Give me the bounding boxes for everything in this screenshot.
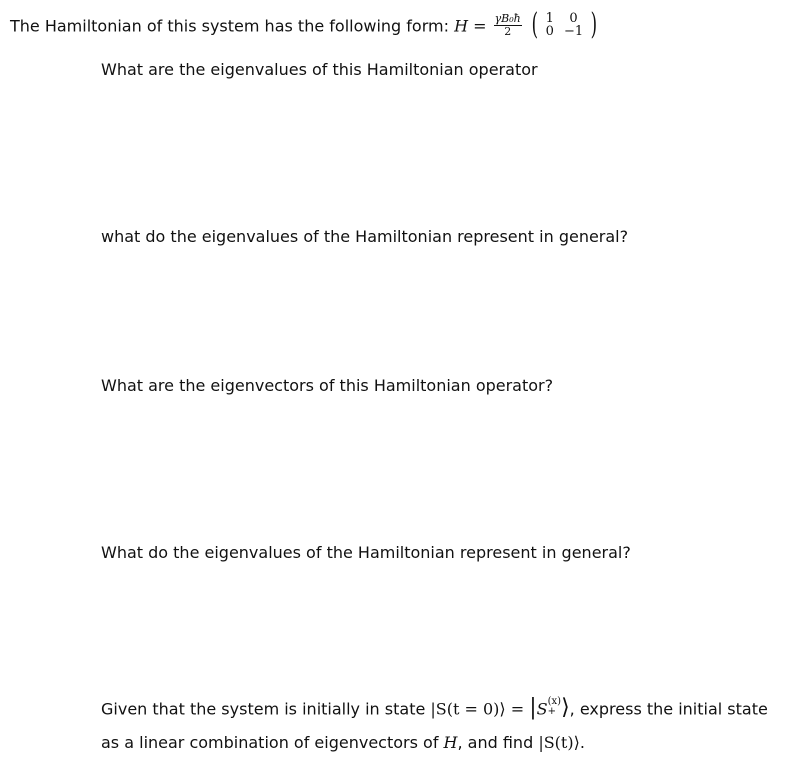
pauli-matrix xyxy=(529,7,600,42)
q5-line2-part1: as a linear combination of eigenvectors of xyxy=(101,733,444,752)
equals-sign: = xyxy=(473,16,487,36)
matrix-entry: 1 xyxy=(545,11,554,26)
hamiltonian-symbol: H xyxy=(454,16,469,36)
matrix-entry: −1 xyxy=(563,24,584,39)
hamiltonian-statement xyxy=(10,7,600,42)
question-eigenvalue-meaning: what do the eigenvalues of the Hamiltonian represent in general? xyxy=(101,227,629,246)
ket-superscript: (x) xyxy=(547,696,562,707)
initial-state-ket: |S(t = 0)⟩ xyxy=(430,699,506,719)
state-ket: |S(t)⟩ xyxy=(538,733,580,752)
matrix-entry: 0 xyxy=(569,11,578,26)
q5-part2: , express the initial state xyxy=(569,699,768,719)
question-eigenvectors: What are the eigenvectors of this Hamiltonian operator? xyxy=(101,376,554,395)
matrix-entry: 0 xyxy=(545,24,554,39)
q5-part1: Given that the system is initially in state xyxy=(101,699,431,719)
ket-symbol: S xyxy=(536,699,548,719)
q5-line2-part2: , and find xyxy=(457,733,539,752)
intro-text: The Hamiltonian of this system has the following form: xyxy=(10,16,455,36)
fraction-denominator: 2 xyxy=(504,24,512,38)
q5-line2-end: . xyxy=(579,733,585,752)
question-initial-state xyxy=(101,695,768,721)
question-eigenvalues: What are the eigenvalues of this Hamiltonian operator xyxy=(101,60,538,79)
hamiltonian-symbol: H xyxy=(443,733,458,752)
ket-subscript: + xyxy=(547,706,557,717)
ket-indices xyxy=(548,697,561,717)
prefactor-fraction xyxy=(494,13,522,38)
matrix-grid xyxy=(546,12,583,38)
ket-open: | xyxy=(529,695,537,720)
fraction-numerator: γB₀ħ xyxy=(494,11,521,25)
question-eigenvalue-meaning-2: What do the eigenvalues of the Hamiltonian represent in general? xyxy=(101,543,631,562)
ket-close: ⟩ xyxy=(561,695,570,720)
left-paren: ( xyxy=(531,7,538,42)
equals-sign: = xyxy=(505,699,530,719)
question-initial-state-line2 xyxy=(101,733,585,753)
right-paren: ) xyxy=(590,7,598,42)
